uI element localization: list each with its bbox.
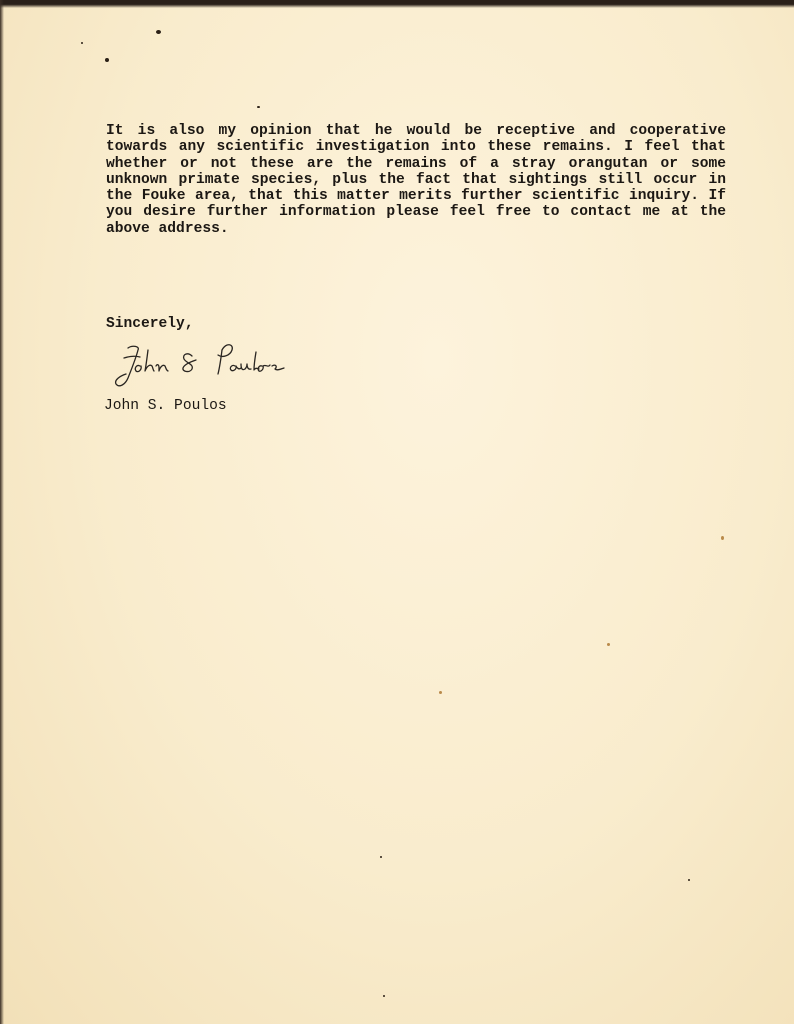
- paper-speck: [607, 643, 610, 646]
- scan-top-edge: [0, 0, 794, 8]
- paper-speck: [688, 879, 690, 881]
- paper-speck: [439, 691, 442, 694]
- letter-body-paragraph: It is also my opinion that he would be receptive and cooperative towards any scientific investigation into these remains. I feel that whether or not these are the remains of a stray orangutan or some unknown primate species, plus the fact that sightings still occur in the Fouke area, that this matter merits further scientific inquiry. If you desire further information please feel free to contact me at the above address.: [106, 123, 726, 237]
- signer-name: John S. Poulos: [104, 398, 227, 414]
- paper-speck: [257, 106, 260, 108]
- paper-speck: [156, 30, 161, 34]
- handwritten-signature: [110, 338, 310, 394]
- paper-speck: [721, 536, 724, 540]
- paper-speck: [380, 856, 382, 858]
- paper-speck: [383, 995, 385, 997]
- paper-speck: [105, 58, 109, 62]
- paper-speck: [81, 42, 83, 44]
- scan-left-edge: [0, 0, 4, 1024]
- letter-closing: Sincerely,: [106, 316, 194, 332]
